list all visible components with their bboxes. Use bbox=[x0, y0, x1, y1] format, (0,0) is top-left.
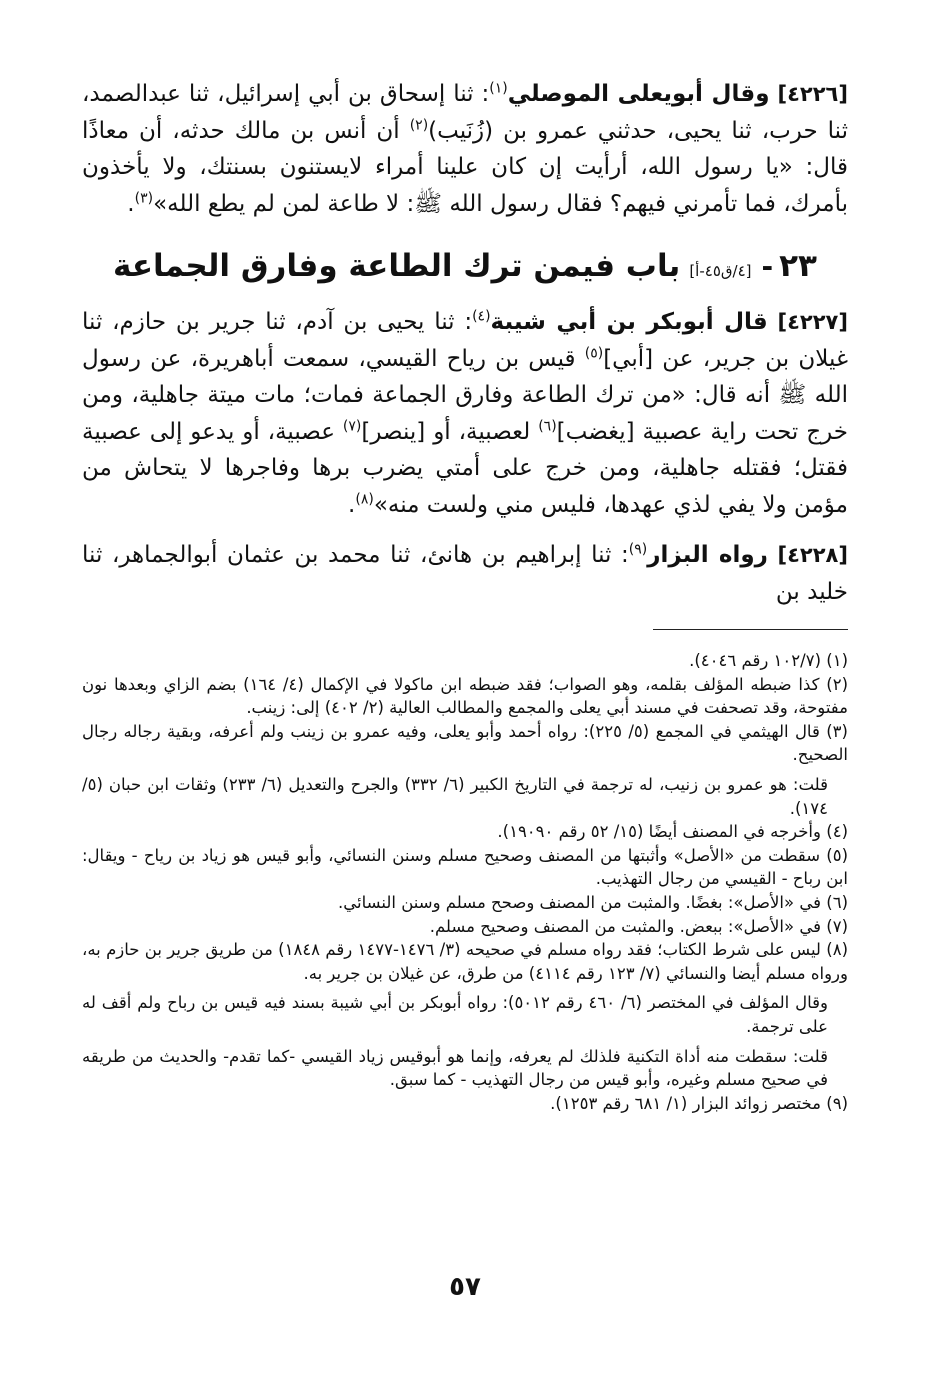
footnote-7: (٧) في «الأصل»: ببعض. والمثبت من المصنف وصحيح مسلم. bbox=[429, 916, 848, 936]
chapter-heading bbox=[82, 245, 848, 292]
manuscript-ref: [٤/ق٤٥-أ] bbox=[689, 262, 752, 280]
footnote-ref: (٦) bbox=[538, 417, 557, 434]
main-text bbox=[82, 76, 848, 610]
footnote-5: (٥) سقطت من «الأصل» وأثبتها من المصنف وصحيح مسلم وسنن النسائي، وأبو قيس هو زياد بن رياح - ويقال: ابن رباح - القيسي من رجال التهذيب. bbox=[82, 845, 848, 889]
hadith-source: وقال أبويعلى الموصلي bbox=[507, 81, 770, 107]
hadith-text: قيس بن رياح القيسي، سمعت أباهريرة، عن رسول الله ﷺ أنه قال: «من ترك الطاعة وفارق الجماعة فمات؛ مات ميتة جاهلية، ومن خرج تحت راية عصبية [يغضب] bbox=[82, 345, 848, 445]
chapter-dash: - bbox=[761, 250, 774, 283]
footnote-separator bbox=[653, 629, 848, 630]
chapter-number: ٢٣ bbox=[779, 248, 817, 284]
hadith-text: : ثنا يحيى بن آدم، ثنا جرير بن حازم، ثنا غيلان بن جرير، عن [أبي] bbox=[82, 309, 848, 372]
hadith-text: أن أنس بن مالك حدثه، أن معاذًا قال: «يا رسول الله، أرأيت إن كان علينا أمراء لايستنون بسنتك، ولا يأخذون بأمرك، فما تأمرني فيهم؟ فقال رسول الله ﷺ: لا طاعة لمن لم يطع الله» bbox=[82, 117, 848, 217]
footnote-ref: (٩) bbox=[628, 541, 648, 558]
hadith-source: قال أبوبكر بن أبي شيبة bbox=[490, 309, 768, 335]
hadith-text: : ثنا إسحاق بن أبي إسرائيل، ثنا عبدالصمد، ثنا حرب، ثنا يحيى، حدثني عمرو بن (زُنَيب) bbox=[82, 81, 849, 144]
hadith-number: [٤٢٢٧] bbox=[777, 310, 848, 334]
hadith-text: : ثنا إبراهيم بن هانئ، ثنا محمد بن عثمان أبوالجماهر، ثنا خليد بن bbox=[82, 542, 848, 605]
hadith-4228 bbox=[82, 537, 848, 610]
hadith-text: لعصبية، أو [ينصر] bbox=[361, 418, 539, 445]
footnote-3-comment: قلت: هو عمرو بن زنيب، له ترجمة في التاريخ الكبير (٦/ ٣٣٢) والجرح والتعديل (٦/ ٢٣٣) وثقات ابن حبان (٥/ ١٧٤). bbox=[82, 774, 828, 818]
hadith-end: . bbox=[127, 190, 135, 217]
footnote-1: (١) (١٠٢/٧ رقم ٤٠٤٦). bbox=[689, 651, 848, 670]
hadith-source: رواه البزار bbox=[647, 542, 768, 568]
footnote-4: (٤) وأخرجه في المصنف أيضًا (١٥/ ٥٢ رقم ١٩٠٩٠). bbox=[497, 822, 848, 842]
footnote-ref: (٥) bbox=[584, 344, 604, 361]
chapter-title: باب فيمن ترك الطاعة وفارق الجماعة bbox=[113, 248, 681, 284]
footnote-8-comment-author: وقال المؤلف في المختصر (٦/ ٤٦٠ رقم ٥٠١٢): رواه أبوبكر بن أبي شيبة بسند فيه قيس بن رباح ولم أقف له على ترجمة. bbox=[82, 993, 828, 1036]
footnotes bbox=[82, 649, 848, 1115]
hadith-number: [٤٢٢٨] bbox=[777, 543, 848, 567]
footnote-3: (٣) قال الهيثمي في المجمع (٥/ ٢٢٥): رواه أحمد وأبو يعلى، وفيه عمرو بن زينب ولم أعرفه، وبقية رجاله رجال الصحيح. bbox=[82, 721, 848, 765]
footnote-8: (٨) ليس على شرط الكتاب؛ فقد رواه مسلم في صحيحه (٣/ ١٤٧٦-١٤٧٧ رقم ١٨٤٨) من طريق جرير بن حازم به، ورواه مسلم أيضا والنسائي (٧/ ١٢٣ رقم ٤١١٤) من طرق، عن غيلان بن جرير به. bbox=[82, 940, 849, 983]
footnote-ref: (٤) bbox=[472, 308, 491, 325]
footnote-ref: (١) bbox=[489, 80, 508, 97]
footnote-6: (٦) في «الأصل»: بغضًا. والمثبت من المصنف وصحح مسلم وسنن النسائي. bbox=[338, 892, 848, 912]
footnote-2: (٢) كذا ضبطه المؤلف بقلمه، وهو الصواب؛ فقد ضبطه ابن ماكولا في الإكمال (٤/ ١٦٤) بضم الزاي وبعدها نون مفتوحة، وقد تصحفت في مسند أبي يعلى والمجمع والمطالب العالية (٢/ ٤٠٢) إلى: زينب. bbox=[82, 674, 848, 718]
hadith-text: عصبية، أو يدعو إلى عصبية فقتل؛ فقتله جاهلية، ومن خرج على أمتي يضرب برها وفاجرها لا يتحاش من مؤمن ولا يفي لذي عهدها، فليس مني ولست منه» bbox=[82, 418, 848, 518]
page-number: ٥٧ bbox=[449, 1272, 481, 1302]
footnote-ref: (٨) bbox=[355, 490, 374, 507]
hadith-number: [٤٢٢٦] bbox=[777, 82, 848, 106]
footnote-ref: (٢) bbox=[409, 116, 429, 133]
hadith-end: . bbox=[348, 491, 356, 518]
footnote-ref: (٧) bbox=[342, 417, 362, 434]
hadith-4227 bbox=[82, 304, 848, 523]
footnote-ref: (٣) bbox=[134, 189, 154, 206]
footnote-8-comment-editor: قلت: سقطت منه أداة التكنية فلذلك لم يعرفه، وإنما هو أبوقيس زياد القيسي -كما تقدم- والحديث من طريقه في صحيح مسلم وغيره، وأبو قيس من رجال التهذيب - كما سبق. bbox=[82, 1046, 828, 1090]
footnote-9: (٩) مختصر زوائد البزار (١/ ٦٨١ رقم ١٢٥٣). bbox=[550, 1093, 848, 1113]
hadith-4226 bbox=[82, 76, 848, 222]
